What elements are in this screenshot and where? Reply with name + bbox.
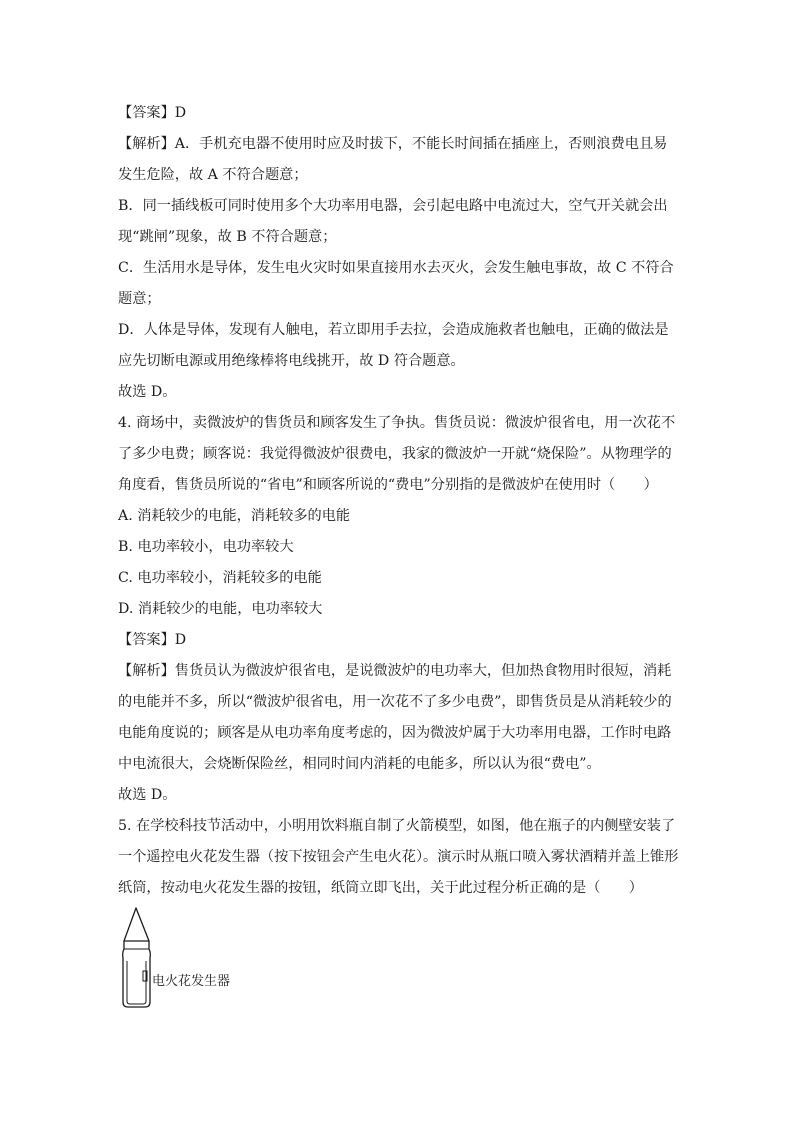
analysis-4-line-1: 【解析】售货员认为微波炉很省电，是说微波炉的电功率大，但加热食物用时很短，消耗 xyxy=(118,663,672,679)
spark-generator-label: 电火花发生器 xyxy=(152,974,231,989)
conclusion-3: 故选 D。 xyxy=(118,384,177,400)
option-a: A. 消耗较少的电能，消耗较多的电能 xyxy=(118,508,351,524)
question-4-line-3: 角度看，售货员所说的“省电”和顾客所说的“费电”分别指的是微波炉在使用时（ ） xyxy=(118,477,658,493)
analysis-3-line-6: 题意； xyxy=(118,291,161,307)
question-4-line-2: 了多少电费；顾客说：我觉得微波炉很费电，我家的微波炉一开就“烧保险”。从物理学的 xyxy=(118,446,672,462)
answer-4: 【答案】D xyxy=(118,632,187,648)
analysis-3-line-8: 应先切断电源或用绝缘棒将电线挑开，故 D 符合题意。 xyxy=(118,353,465,369)
question-5-line-1: 5. 在学校科技节活动中，小明用饮料瓶自制了火箭模型，如图，他在瓶子的内侧壁安装了 xyxy=(118,818,676,834)
rocket-figure xyxy=(118,905,318,1015)
analysis-4-line-2: 的电能并不多，所以“微波炉很省电，用一次花不了多少电费”，即售货员是从消耗较少的 xyxy=(118,694,672,710)
analysis-4-line-3: 电能角度说的；顾客是从电功率角度考虑的，因为微波炉属于大功率用电器，工作时电路 xyxy=(118,725,672,741)
document-body xyxy=(118,98,678,904)
option-c: C. 电功率较小，消耗较多的电能 xyxy=(118,570,322,586)
analysis-3-line-7: D．人体是导体，发现有人触电，若立即用手去拉，会造成施救者也触电，正确的做法是 xyxy=(118,322,669,338)
option-b: B. 电功率较小，电功率较大 xyxy=(118,539,294,555)
analysis-3-line-5: C．生活用水是导体，发生电火灾时如果直接用水去灭火，会发生触电事故，故 C 不符合 xyxy=(118,260,674,276)
analysis-3-line-3: B．同一插线板可同时使用多个大功率用电器，会引起电路中电流过大，空气开关就会出 xyxy=(118,198,668,214)
conclusion-4: 故选 D。 xyxy=(118,787,177,803)
answer-3: 【答案】D xyxy=(118,105,187,121)
rocket-bottle-drawing xyxy=(118,905,158,1015)
analysis-3-line-4: 现“跳闸”现象，故 B 不符合题意； xyxy=(118,229,337,245)
analysis-3-line-2: 发生危险，故 A 不符合题意； xyxy=(118,167,308,183)
analysis-3-line-1: 【解析】A．手机充电器不使用时应及时拔下，不能长时间插在插座上，否则浪费电且易 xyxy=(118,136,668,152)
option-d: D. 消耗较少的电能，电功率较大 xyxy=(118,601,323,617)
analysis-4-line-4: 中电流很大，会烧断保险丝，相同时间内消耗的电能多，所以认为很“费电”。 xyxy=(118,756,601,772)
question-5-line-2: 一个遥控电火花发生器（按下按钮会产生电火花）。演示时从瓶口喷入雾状酒精并盖上锥形 xyxy=(118,849,679,865)
question-4-line-1: 4. 商场中，卖微波炉的售货员和顾客发生了争执。售货员说：微波炉很省电，用一次花不 xyxy=(118,415,676,431)
question-5-line-3: 纸筒，按动电火花发生器的按钮，纸筒立即飞出，关于此过程分析正确的是（ ） xyxy=(118,880,643,896)
